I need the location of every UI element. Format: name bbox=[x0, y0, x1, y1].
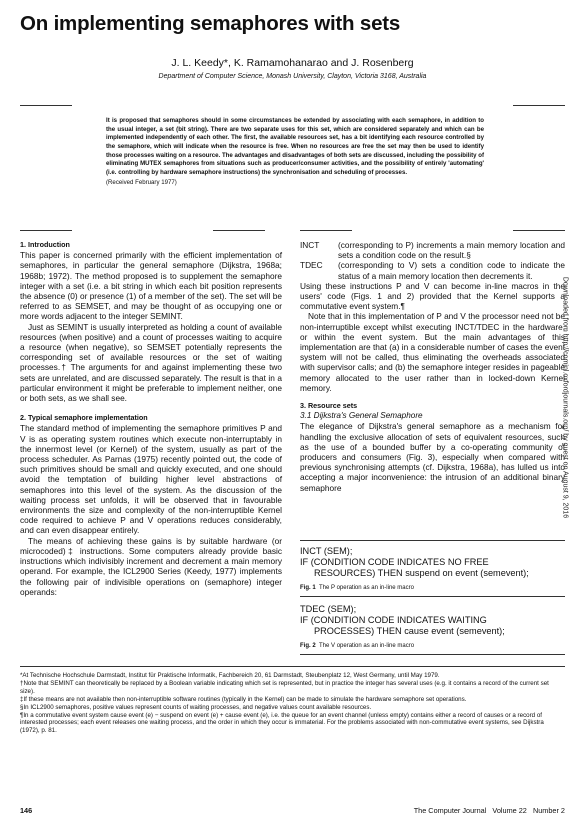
divider bbox=[300, 230, 352, 231]
section-heading: 1. Introduction bbox=[20, 240, 70, 249]
figure-rule bbox=[300, 596, 565, 597]
footnote: †Note that SEMINT can theoretically be replaced by a Boolean variable indicating which set is represented, but in practice the integer has several uses (e.g. it contains a record of the current set size). bbox=[20, 679, 549, 695]
footnote-rule bbox=[20, 666, 565, 667]
page-number: 146 bbox=[20, 806, 33, 815]
figure-2-code bbox=[300, 604, 565, 638]
definition-term: INCT bbox=[300, 240, 320, 250]
definition-inct bbox=[300, 240, 565, 260]
abstract bbox=[106, 117, 484, 187]
section-heading: 2. Typical semaphore implementation bbox=[20, 413, 148, 423]
divider bbox=[213, 230, 265, 231]
figure-rule bbox=[300, 654, 565, 655]
code-line: RESOURCES) THEN suspend on event (semevent); bbox=[314, 568, 529, 579]
paragraph: The elegance of Dijkstra's general semaphore as a mechanism for handling the exclusive allocation of sets of equivalent resources, such as the use of a bounded buffer by a co-operating community of producers and consumers (Fig. 3), especially when compared with previous synchronising attempts (cf. Dijkstra, 1968a), has lulled us into accepting a major inconvenience: the intrusion of an additional binary semaphore bbox=[300, 421, 565, 493]
divider bbox=[513, 105, 565, 106]
figure-rule bbox=[300, 540, 565, 541]
definition-text: (corresponding to V) sets a condition code to indicate the status of a main memory location then decrements it. bbox=[338, 260, 565, 281]
code-line: PROCESSES) THEN cause event (semevent); bbox=[314, 626, 505, 637]
footnote: ¶In a commutative event system cause event (e) − suspend on event (e) + cause event (e), i.e. the queue for an event channel (unless empty) contains either a record of causes or a record of interested processes; each event releases one waiting process, and the order in which they occur is immaterial. For the problems associated with non-commutative event systems, see Dijkstra (1972), p. 81. bbox=[20, 711, 544, 735]
divider bbox=[20, 105, 72, 106]
code-line: IF (CONDITION CODE INDICATES WAITING bbox=[300, 615, 487, 626]
left-column bbox=[20, 240, 282, 597]
figure-caption: The P operation as an in-line macro bbox=[319, 585, 414, 591]
footnote: §In ICL2900 semaphores, positive values represent counts of waiting processes, and negative values count available resources. bbox=[20, 703, 372, 711]
paragraph: Just as SEMINT is usually interpreted as holding a count of available resources (when positive) and a count of processes waiting to acquire a resource (when negative), so SEMSET potentially represents the corresponding set of available resources or the set of waiting processes.† The arguments for and against implementing these two sets are unrelated, and are discussed separately. The result is that in a particular environment it might be preferable to implement neither, one or both sets, as we shall see. bbox=[20, 321, 282, 404]
definition-term: TDEC bbox=[300, 260, 323, 271]
affiliation: Department of Computer Science, Monash University, Clayton, Victoria 3168, Australia bbox=[158, 73, 427, 80]
received-date: (Received February 1977) bbox=[106, 178, 177, 186]
code-line: IF (CONDITION CODE INDICATES NO FREE bbox=[300, 557, 489, 568]
paragraph: Using these instructions P and V can become in-line macros in the users' code (Figs. 1 and 2) provided that the Kernel supports a commutative event system.¶ bbox=[300, 280, 565, 312]
figure-label: Fig. 1 bbox=[300, 585, 316, 591]
divider bbox=[513, 230, 565, 231]
abstract-text: It is proposed that semaphores should in some circumstances be extended by associating with each semaphore, in addition to the usual integer, a set (bit string). There are two separate uses for this set, which are considered separately and which can be implemented independently of each other. The first, the available resources set, has a bit identifying each resource controlled by the semaphore, which will indicate when the resource is free. When no resources are free the set may then be used to identify those processes waiting on a resource. The advantages and disadvantages of both sets are discussed, including the possibility of eliminating MUTEX semaphores from situations such as producer/consumer activities, and the possibility of entirely 'automating' (i.e. controlling by hardware semaphore instructions) the synchronisation and scheduling of processes. bbox=[106, 117, 484, 176]
right-column bbox=[300, 240, 565, 493]
subsection-heading: 3.1 Dijkstra's General Semaphore bbox=[300, 411, 423, 421]
divider bbox=[20, 230, 72, 231]
journal-footer: The Computer Journal Volume 22 Number 2 bbox=[413, 806, 565, 815]
paragraph: Note that in this implementation of P and V the processor need not be non-interruptible except whilst executing INCT/TDEC in the hardware, or within the event system. But the main advantages of this implementation are that (a) in a considerable number of cases the event system will not be called, thus eliminating the overheads associated with supervisor calls; and (b) the semaphore integer resides in pageable memory allocated to the user rather than in locked-down Kernel memory. bbox=[300, 311, 565, 393]
footnote: ‡If these means are not available then non-interruptible software routines (typically in the Kernel) can be made to simulate the hardware semaphore set operations. bbox=[20, 695, 467, 703]
page-title: On implementing semaphores with sets bbox=[20, 12, 401, 35]
code-line: INCT (SEM); bbox=[300, 546, 353, 556]
download-note bbox=[559, 250, 571, 550]
figure-1-caption bbox=[300, 585, 414, 591]
paragraph: This paper is concerned primarily with the efficient implementation of semaphores, in particular the general semaphore (Dijkstra, 1968a; 1968b; 1972). The method proposed is to supplement the semaphore integer with a set (i.e. a bit string in which each bit position represents the absence (0) or presence (1) of a member of the set). The set will be referred to as SEMSET, and may be thought of as occupying one or more words adjacent to the integer SEMINT. bbox=[20, 250, 282, 322]
figure-caption: The V operation as an in-line macro bbox=[319, 643, 415, 649]
figure-1-code bbox=[300, 546, 565, 580]
code-line: TDEC (SEM); bbox=[300, 604, 357, 614]
figure-2-caption bbox=[300, 643, 414, 649]
figure-label: Fig. 2 bbox=[300, 643, 316, 649]
paragraph: The means of achieving these gains is by suitable hardware (or microcoded)‡ instructions. Some computers already provide basic instructions which indivisibly increment and decrement a main memory operand. For example, the ICL2900 Series (Keedy, 1977) implements the following pair of indivisible operations on (semaphore) integer operands: bbox=[20, 535, 282, 597]
footnotes bbox=[20, 672, 565, 735]
download-note-text: Downloaded from http://comjnl.oxfordjournals.org/ by guest on August 9, 2016 bbox=[561, 276, 569, 519]
authors: J. L. Keedy*, K. Ramamohanarao and J. Rosenberg bbox=[171, 57, 414, 69]
definition-tdec bbox=[300, 260, 565, 280]
footnote: *At Technische Hochschule Darmstadt, Institut für Praktische Informatik, Fachbereich 20, 61 Darmstadt, Steubenplatz 12, West Germany, until May 1979. bbox=[20, 672, 440, 679]
section-heading: 3. Resource sets bbox=[300, 401, 358, 411]
definition-text: (corresponding to P) increments a main memory location and sets a condition code on the result.§ bbox=[338, 240, 565, 261]
paragraph: The standard method of implementing the semaphore primitives P and V is as operating system routines which execute non-interruptably in the innermost level (or Kernel) of the system, usually as part of the process scheduler. As Parnas (1975) recently pointed out, the code of such primitives should be small and quickly executed, and one should avoid the temptation of building higher level abstractions of semaphores into this level of the system. As the discussion of the waiting process set unfolds, it will be observed that in favourable environments the size and complexity of the non-interruptible Kernel code required to achieve P and V operations reduces considerably, and can even disappear entirely. bbox=[20, 423, 282, 536]
